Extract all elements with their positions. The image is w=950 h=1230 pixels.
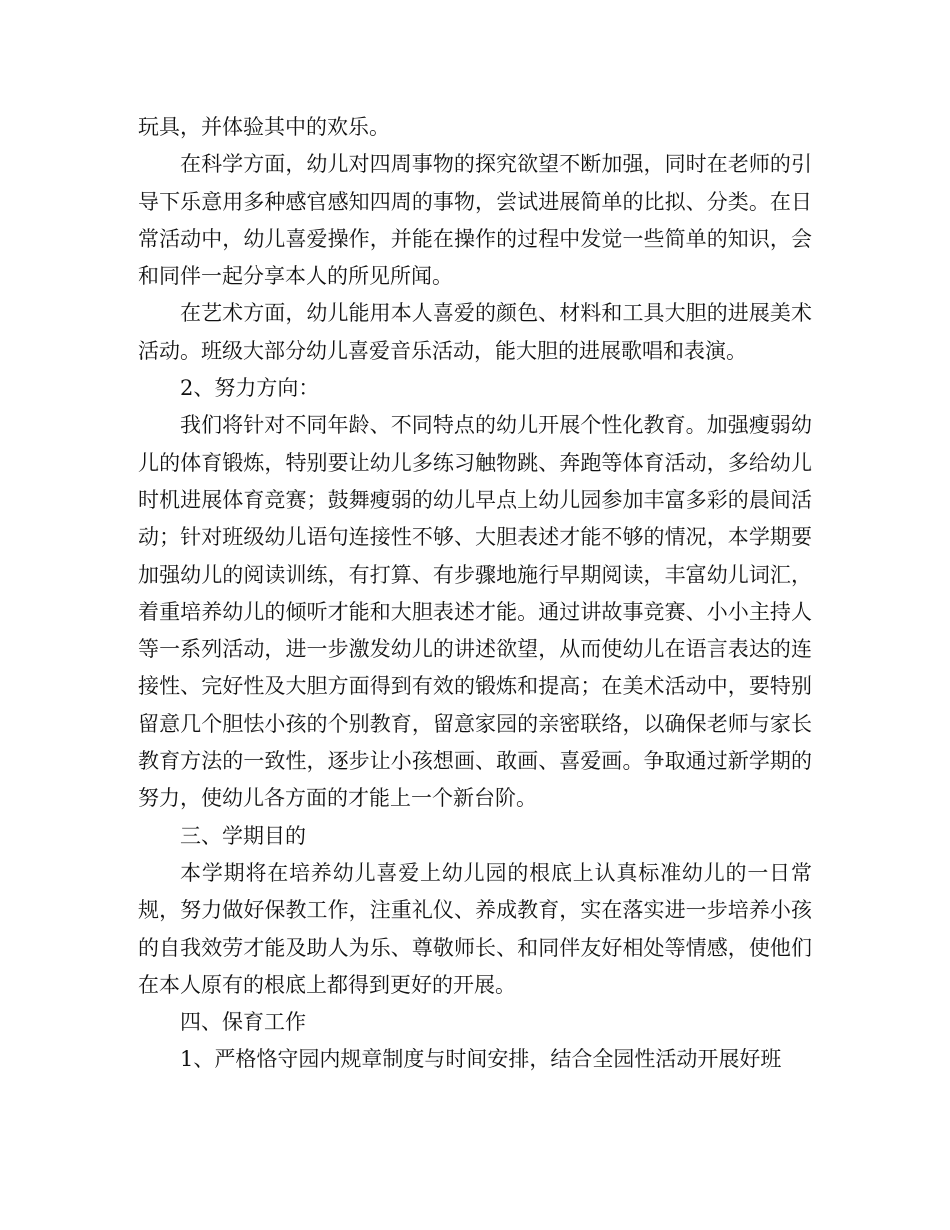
paragraph-care-work-1: 1、严格恪守园内规章制度与时间安排，结合全园性活动开展好班 <box>180 1047 782 1072</box>
paragraph-semester-goals: 本学期将在培养幼儿喜爱上幼儿园的根底上认真标准幼儿的一日常规，努力做好保教工作，注重礼仪、养成教育，实在落实进一步培养小孩的自我效劳才能及助人为乐、尊敬师长、和同伴友好相处等情感，使他们在本人原有的根底上都得到更好的开展。 <box>138 860 812 997</box>
heading-care-work: 四、保育工作 <box>180 1010 306 1035</box>
paragraph-art: 在艺术方面，幼儿能用本人喜爱的颜色、材料和工具大胆的进展美术活动。班级大部分幼儿喜爱音乐活动，能大胆的进展歌唱和表演。 <box>138 301 812 363</box>
paragraph-continuation: 玩具，并体验其中的欢乐。 <box>138 115 390 139</box>
heading-effort-direction: 2、努力方向： <box>180 376 320 401</box>
paragraph-effort-direction: 我们将针对不同年龄、不同特点的幼儿开展个性化教育。加强瘦弱幼儿的体育锻炼，特别要让幼儿多练习触物跳、奔跑等体育活动，多给幼儿时机进展体育竞赛；鼓舞瘦弱的幼儿早点上幼儿园参加丰富多彩的晨间活动；针对班级幼儿语句连接性不够、大胆表述才能不够的情况，本学期要加强幼儿的阅读训练，有打算、有步骤地施行早期阅读，丰富幼儿词汇，着重培养幼儿的倾听才能和大胆表述才能。通过讲故事竞赛、小小主持人等一系列活动，进一步激发幼儿的讲述欲望，从而使幼儿在语言表达的连接性、完好性及大胆方面得到有效的锻炼和提高；在美术活动中，要特别留意几个胆怯小孩的个别教育，留意家园的亲密联络，以确保老师与家长教育方法的一致性，逐步让小孩想画、敢画、喜爱画。争取通过新学期的努力，使幼儿各方面的才能上一个新台阶。 <box>138 413 812 811</box>
heading-semester-goals: 三、学期目的 <box>180 823 306 848</box>
paragraph-science: 在科学方面，幼儿对四周事物的探究欲望不断加强，同时在老师的引导下乐意用多种感官感知四周的事物，尝试进展简单的比拟、分类。在日常活动中，幼儿喜爱操作，并能在操作的过程中发觉一些简单的知识，会和同伴一起分享本人的所见所闻。 <box>138 152 812 289</box>
document-body <box>138 109 812 1079</box>
